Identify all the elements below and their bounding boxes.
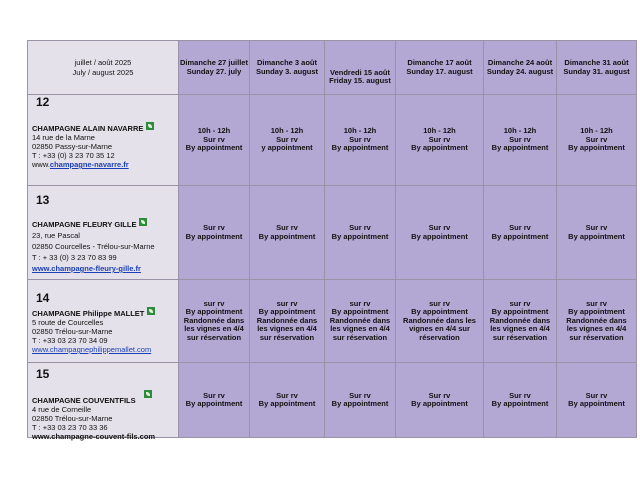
cell-line: Sur rv (203, 223, 225, 232)
cell-line: réservation (419, 332, 460, 342)
cell-line: By appointment (331, 307, 389, 317)
cell-line: sur rv (203, 298, 225, 308)
cell-line: y appointment (261, 143, 313, 153)
schedule-cell (484, 186, 557, 280)
website-link[interactable]: www.champagne-fleury-gille.fr (32, 264, 141, 273)
cell-line: 10h - 12h (197, 126, 231, 136)
exhibitor-name: CHAMPAGNE COUVENTFILS (32, 396, 136, 405)
cell-line: By appointment (258, 231, 316, 241)
cell-line: sur rv (429, 298, 450, 308)
cell-line: By appointment (331, 399, 389, 408)
exhibitor-number: 13 (36, 193, 50, 207)
address-line: 4 rue de Corneille (32, 405, 92, 414)
table-row (28, 186, 637, 280)
day-header (250, 41, 325, 95)
cell-line: vignes en 4/4 sur (409, 324, 470, 334)
schedule-cell (250, 95, 325, 186)
website-prefix: www. (32, 160, 50, 169)
schedule-cell (557, 280, 637, 363)
cell-line: Sur rv (428, 223, 451, 232)
cell-line: Randonnée dans (489, 315, 551, 325)
day-header (484, 41, 557, 95)
schedule-cell (396, 280, 484, 363)
cell-line: Sur rv (349, 134, 371, 144)
cell-line: Sur rv (203, 390, 225, 400)
cell-line: Sur rv (276, 134, 298, 144)
leaf-icon (146, 122, 154, 130)
cell-line: By appointment (258, 399, 316, 408)
schedule-cell (250, 186, 325, 280)
cell-line: les vignes en 4/4 (184, 324, 244, 334)
phone: T : + 33 (0) 3 23 70 83 99 (32, 253, 117, 262)
period-header (28, 41, 179, 95)
leaf-icon (147, 307, 155, 315)
day-en: Sunday 27. july (186, 66, 242, 76)
schedule-table (27, 40, 637, 441)
cell-line: Sur rv (509, 134, 531, 144)
cell-line: Randonnée dans (183, 315, 245, 325)
schedule-cell (484, 95, 557, 186)
schedule-cell (557, 186, 637, 280)
cell-line: By appointment (411, 307, 468, 317)
exhibitor-cell (28, 363, 179, 441)
cell-line: Sur rv (349, 390, 371, 400)
cell-line: By appointment (331, 143, 389, 153)
schedule-cell (250, 363, 325, 438)
day-en: Sunday 17. august (406, 66, 473, 76)
schedule-cell (325, 280, 396, 363)
day-en: Sunday 24. august (486, 66, 554, 76)
cell-line: sur rv (586, 298, 607, 308)
schedule-cell (557, 363, 637, 438)
cell-line: 10h - 12h (343, 126, 377, 136)
cell-line: Sur rv (509, 223, 531, 232)
schedule-cell (179, 95, 250, 186)
day-header (557, 41, 637, 95)
cell-line: les vignes en 4/4 (330, 324, 390, 334)
cell-line: Sur rv (509, 390, 531, 400)
exhibitor-cell (28, 186, 179, 280)
header-row (28, 41, 637, 95)
day-en: Sunday 3. august (255, 66, 319, 76)
day-fr: Dimanche 24 août (487, 58, 553, 67)
cell-line: By appointment (491, 143, 549, 153)
cell-line: By appointment (491, 231, 549, 241)
schedule-cell (396, 95, 484, 186)
address-line: 14 rue de la Marne (32, 133, 95, 142)
address-line: 02850 Courcelles - Trélou-sur-Marne (32, 242, 155, 251)
day-header (325, 41, 396, 95)
exhibitor-number: 12 (36, 95, 50, 109)
cell-line: Sur rv (585, 223, 608, 232)
cell-line: sur rv (509, 298, 531, 308)
schedule-cell (179, 363, 250, 438)
cell-line: Sur rv (585, 134, 608, 144)
address-line: 5 route de Courcelles (32, 318, 104, 327)
schedule-cell (484, 280, 557, 363)
day-header (179, 41, 250, 95)
cell-line: 10h - 12h (580, 126, 613, 136)
cell-line: sur rv (276, 298, 298, 308)
cell-line: Randonnée dans (256, 315, 318, 325)
table-row (28, 95, 637, 186)
schedule-cell (484, 363, 557, 438)
cell-line: les vignes en 4/4 (490, 324, 550, 334)
day-fr: Dimanche 27 juillet (180, 58, 248, 67)
schedule-cell (250, 280, 325, 363)
table-row (28, 280, 637, 363)
cell-line: sur réservation (492, 332, 548, 342)
cell-line: sur réservation (569, 332, 624, 342)
cell-line: By appointment (568, 231, 625, 241)
cell-line: Sur rv (276, 390, 298, 400)
cell-line: les vignes en 4/4 (566, 324, 627, 334)
day-en: Sunday 31. august (563, 66, 630, 76)
schedule-cell (557, 95, 637, 186)
day-fr: Dimanche 3 août (256, 58, 317, 67)
leaf-icon (144, 390, 152, 398)
cell-line: Sur rv (428, 134, 451, 144)
cell-line: By appointment (185, 399, 243, 408)
cell-line: 10h - 12h (270, 126, 304, 136)
cell-line: By appointment (185, 307, 243, 317)
cell-line: sur réservation (259, 332, 315, 342)
exhibitor-name: CHAMPAGNE Philippe MALLET (32, 309, 145, 318)
period-en: July / august 2025 (72, 67, 134, 77)
cell-line: Randonnée dans (566, 315, 627, 325)
cell-line: sur rv (349, 298, 371, 308)
exhibitor-cell (28, 95, 179, 186)
cell-line: Sur rv (585, 390, 608, 400)
exhibitor-number: 15 (36, 367, 50, 381)
cell-line: sur réservation (332, 332, 388, 342)
cell-line: By appointment (491, 399, 549, 408)
cell-line: Sur rv (276, 223, 298, 232)
schedule-cell (325, 186, 396, 280)
cell-line: Sur rv (428, 390, 451, 400)
day-header (396, 41, 484, 95)
period-fr: juillet / août 2025 (74, 57, 132, 67)
cell-line: les vignes en 4/4 (257, 324, 317, 334)
cell-line: By appointment (185, 231, 243, 241)
schedule-cell (325, 363, 396, 438)
cell-line: By appointment (331, 231, 389, 241)
website-link[interactable]: champagne-navarre.fr (49, 160, 129, 169)
schedule-cell (179, 280, 250, 363)
day-fr: Vendredi 15 août (329, 67, 391, 77)
cell-line: 10h - 12h (423, 126, 456, 136)
leaf-icon (139, 218, 147, 226)
cell-line: By appointment (411, 231, 468, 241)
day-en: Friday 15. august (329, 76, 391, 85)
cell-line: By appointment (258, 307, 316, 317)
cell-line: By appointment (185, 143, 243, 153)
phone: T : +33 (0) 3 23 70 35 12 (32, 151, 115, 160)
exhibitor-name: CHAMPAGNE FLEURY GILLE (32, 220, 137, 229)
cell-line: 10h - 12h (503, 126, 537, 136)
exhibitor-name: CHAMPAGNE ALAIN NAVARRE (32, 124, 144, 133)
cell-line: sur réservation (186, 332, 242, 342)
cell-line: Randonnée dans les (403, 315, 476, 325)
schedule-cell (325, 95, 396, 186)
exhibitor-cell (28, 280, 179, 363)
cell-line: By appointment (411, 399, 468, 408)
cell-line: By appointment (411, 143, 468, 153)
cell-line: By appointment (568, 307, 625, 317)
day-fr: Dimanche 17 août (407, 58, 472, 67)
website-link[interactable]: www.champagne-couvent-fils.com (32, 432, 156, 441)
schedule-cell (396, 186, 484, 280)
address-line: 23, rue Pascal (32, 231, 80, 240)
cell-line: By appointment (491, 307, 549, 317)
address-line: 02850 Trélou-sur-Marne (32, 414, 113, 423)
address-line: 02850 Trélou-sur-Marne (32, 327, 113, 336)
website-link[interactable]: www.champagnephilippemallet.com (32, 345, 152, 354)
schedule-cell (179, 186, 250, 280)
cell-line: Randonnée dans (329, 315, 391, 325)
phone: T : +33 03 23 70 34 09 (32, 336, 108, 345)
address-line: 02850 Passy-sur-Marne (32, 142, 113, 151)
day-fr: Dimanche 31 août (564, 58, 629, 67)
schedule-cell (396, 363, 484, 438)
phone: T : +33 03 23 70 33 36 (32, 423, 108, 432)
cell-line: Sur rv (349, 223, 371, 232)
cell-line: By appointment (568, 399, 625, 408)
cell-line: By appointment (568, 143, 625, 153)
exhibitor-number: 14 (36, 291, 50, 305)
table-row (28, 363, 637, 438)
cell-line: Sur rv (203, 134, 225, 144)
